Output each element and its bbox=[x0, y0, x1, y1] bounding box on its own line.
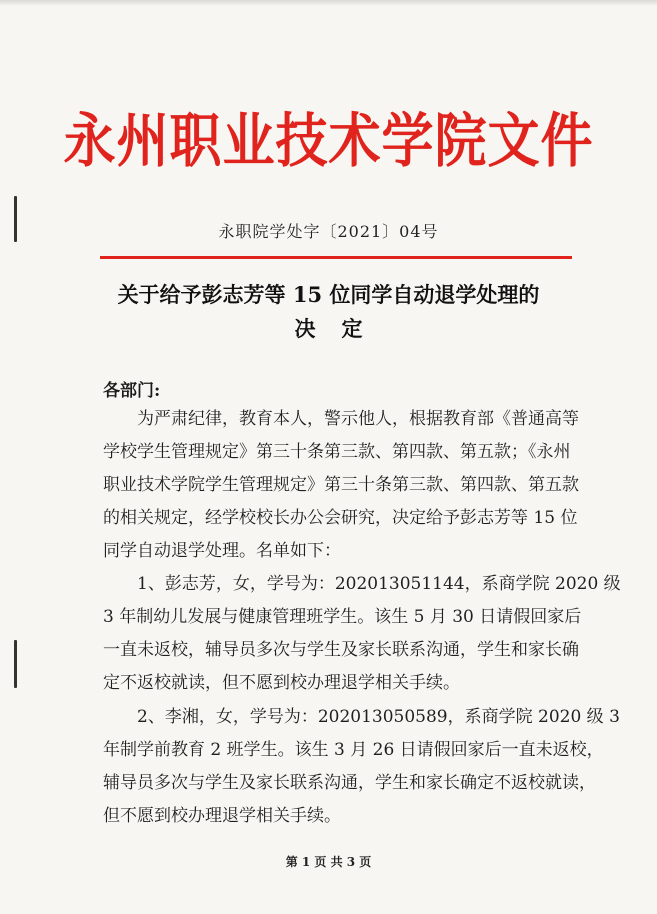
document-title-line-1: 关于给予彭志芳等 15 位同学自动退学处理的 bbox=[117, 282, 540, 307]
paragraph-3-line-1: 2、李湘，女，学号为：202013050589，系商学院 2020 级 3 bbox=[137, 707, 620, 727]
paragraph-2-line-4: 定不返校就读，但不愿到校办理退学相关手续。 bbox=[103, 673, 460, 693]
page-number: 第 1 页 共 3 页 bbox=[285, 855, 372, 869]
document-title-line-2: 决定 bbox=[294, 316, 389, 341]
paragraph-2-line-2: 3 年制幼儿发展与健康管理班学生。该生 5 月 30 日请假回家后 bbox=[103, 607, 582, 627]
paragraph-1-line-3: 职业技术学院学生管理规定》第三十条第三款、第四款、第五款 bbox=[103, 475, 579, 495]
paragraph-3-line-3: 辅导员多次与学生及家长联系沟通，学生和家长确定不返校就读， bbox=[103, 773, 596, 793]
red-divider-line bbox=[100, 256, 572, 259]
document-number: 永职院学处字〔2021〕04号 bbox=[218, 222, 439, 241]
paragraph-1-line-2: 学校学生管理规定》第三十条第三款、第四款、第五款；《永州 bbox=[103, 442, 571, 462]
document-header-title: 永州职业技术学院文件 bbox=[63, 107, 594, 176]
paragraph-1-line-4: 的相关规定，经学校校长办公会研究，决定给予彭志芳等 15 位 bbox=[103, 508, 578, 528]
paragraph-3-line-2: 年制学前教育 2 班学生。该生 3 月 26 日请假回家后一直未返校， bbox=[103, 740, 604, 760]
paragraph-2-line-3: 一直未返校，辅导员多次与学生及家长联系沟通，学生和家长确 bbox=[103, 640, 579, 660]
scan-edge bbox=[0, 0, 657, 6]
paragraph-1-line-5: 同学自动退学处理。名单如下： bbox=[103, 541, 341, 561]
salutation: 各部门: bbox=[103, 381, 161, 401]
binder-hole-mark-bottom bbox=[14, 640, 17, 688]
paragraph-1-line-1: 为严肃纪律，教育本人，警示他人，根据教育部《普通高等 bbox=[137, 409, 579, 429]
paragraph-2-line-1: 1、彭志芳，女，学号为：202013051144，系商学院 2020 级 bbox=[137, 574, 621, 594]
paragraph-3-line-4: 但不愿到校办理退学相关手续。 bbox=[103, 806, 341, 826]
